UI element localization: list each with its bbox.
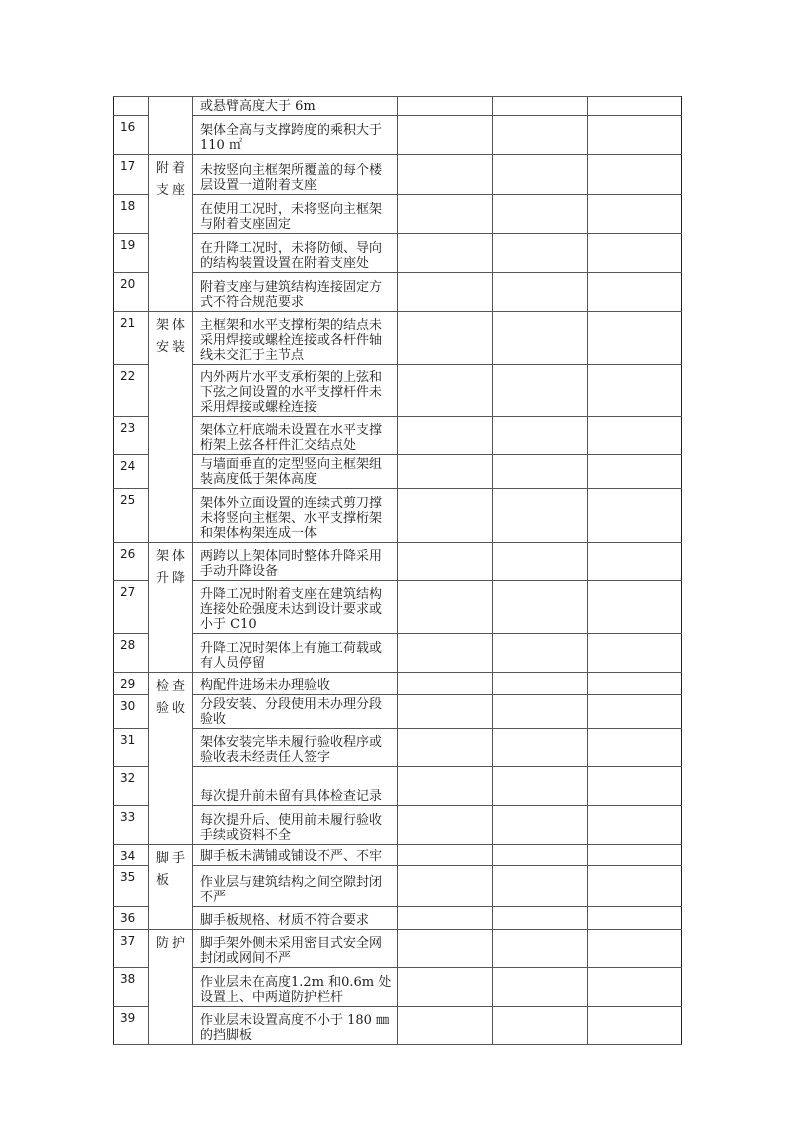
table-row — [114, 866, 682, 907]
score-cell — [493, 907, 588, 930]
deduction-cell — [398, 806, 493, 845]
item-number: 28 — [114, 634, 149, 673]
deduction-cell — [398, 155, 493, 195]
table-row — [114, 907, 682, 930]
table-row — [114, 1007, 682, 1045]
deduction-criteria: 每次提升后、使用前未履行验收手续或资料不全 — [193, 806, 398, 845]
deduction-cell — [398, 543, 493, 581]
deduction-cell — [398, 312, 493, 365]
deduction-criteria: 架体安装完毕未履行验收程序或验收表未经责任人签字 — [193, 729, 398, 767]
table-row — [114, 417, 682, 455]
deduction-cell — [398, 455, 493, 489]
item-number: 32 — [114, 767, 149, 806]
deduction-criteria: 脚手架外侧未采用密目式安全网封闭或网间不严 — [193, 930, 398, 968]
score-cell — [493, 581, 588, 634]
remark-cell — [588, 845, 682, 866]
table-row — [114, 930, 682, 968]
category-cell: 脚手板 — [149, 845, 193, 930]
deduction-criteria: 分段安装、分段使用未办理分段验收 — [193, 695, 398, 729]
item-number: 22 — [114, 365, 149, 417]
remark-cell — [588, 930, 682, 968]
score-cell — [493, 543, 588, 581]
remark-cell — [588, 155, 682, 195]
deduction-cell — [398, 634, 493, 673]
score-cell — [493, 195, 588, 234]
deduction-criteria: 作业层未设置高度不小于 180 ㎜的挡脚板 — [193, 1007, 398, 1045]
deduction-cell — [398, 1007, 493, 1045]
score-cell — [493, 155, 588, 195]
score-cell — [493, 968, 588, 1007]
item-number: 31 — [114, 729, 149, 767]
deduction-cell — [398, 845, 493, 866]
deduction-criteria: 脚手板规格、材质不符合要求 — [193, 907, 398, 930]
deduction-criteria: 与墙面垂直的定型竖向主框架组装高度低于架体高度 — [193, 455, 398, 489]
remark-cell — [588, 234, 682, 273]
score-cell — [493, 312, 588, 365]
item-number: 23 — [114, 417, 149, 455]
deduction-cell — [398, 866, 493, 907]
score-cell — [493, 489, 588, 543]
item-number — [114, 97, 149, 116]
score-cell — [493, 866, 588, 907]
score-cell — [493, 1007, 588, 1045]
deduction-criteria: 每次提升前未留有具体检查记录 — [193, 767, 398, 806]
item-number: 36 — [114, 907, 149, 930]
deduction-criteria: 作业层未在高度1.2m 和0.6m 处设置上、中两道防护栏杆 — [193, 968, 398, 1007]
score-cell — [493, 634, 588, 673]
table-row — [114, 195, 682, 234]
deduction-criteria: 架体立杆底端未设置在水平支撑桁架上弦各杆件汇交结点处 — [193, 417, 398, 455]
deduction-cell — [398, 195, 493, 234]
table-row — [114, 729, 682, 767]
deduction-cell — [398, 729, 493, 767]
score-cell — [493, 930, 588, 968]
deduction-criteria: 作业层与建筑结构之间空隙封闭不严 — [193, 866, 398, 907]
score-cell — [493, 806, 588, 845]
deduction-criteria: 架体外立面设置的连续式剪刀撑未将竖向主框架、水平支撑桁架和架体构架连成一体 — [193, 489, 398, 543]
item-number: 38 — [114, 968, 149, 1007]
table-row — [114, 806, 682, 845]
table-row — [114, 273, 682, 312]
remark-cell — [588, 581, 682, 634]
table-row — [114, 489, 682, 543]
remark-cell — [588, 866, 682, 907]
category-cell: 架体升降 — [149, 543, 193, 673]
item-number: 20 — [114, 273, 149, 312]
remark-cell — [588, 806, 682, 845]
deduction-cell — [398, 581, 493, 634]
remark-cell — [588, 1007, 682, 1045]
deduction-criteria: 主框架和水平支撑桁架的结点未采用焊接或螺栓连接或各杆件轴线未交汇于主节点 — [193, 312, 398, 365]
remark-cell — [588, 97, 682, 116]
table-row — [114, 455, 682, 489]
table-row — [114, 767, 682, 806]
deduction-criteria: 两跨以上架体同时整体升降采用手动升降设备 — [193, 543, 398, 581]
deduction-criteria: 升降工况时架体上有施工荷载或有人员停留 — [193, 634, 398, 673]
item-number: 18 — [114, 195, 149, 234]
score-cell — [493, 234, 588, 273]
remark-cell — [588, 455, 682, 489]
remark-cell — [588, 729, 682, 767]
deduction-cell — [398, 365, 493, 417]
table-row — [114, 695, 682, 729]
remark-cell — [588, 195, 682, 234]
deduction-cell — [398, 930, 493, 968]
item-number: 17 — [114, 155, 149, 195]
deduction-criteria: 未按竖向主框架所覆盖的每个楼层设置一道附着支座 — [193, 155, 398, 195]
item-number: 35 — [114, 866, 149, 907]
table-row — [114, 968, 682, 1007]
item-number: 19 — [114, 234, 149, 273]
table-row — [114, 673, 682, 695]
deduction-criteria: 内外两片水平支承桁架的上弦和下弦之间设置的水平支撑杆件未采用焊接或螺栓连接 — [193, 365, 398, 417]
deduction-cell — [398, 767, 493, 806]
score-cell — [493, 97, 588, 116]
remark-cell — [588, 273, 682, 312]
deduction-criteria: 脚手板未满铺或铺设不严、不牢 — [193, 845, 398, 866]
remark-cell — [588, 543, 682, 581]
deduction-cell — [398, 417, 493, 455]
category-cell: 防护 — [149, 930, 193, 1045]
remark-cell — [588, 489, 682, 543]
deduction-criteria: 或悬臂高度大于 6m — [193, 97, 398, 116]
score-cell — [493, 417, 588, 455]
table-row — [114, 116, 682, 155]
category-cell — [149, 97, 193, 155]
remark-cell — [588, 695, 682, 729]
remark-cell — [588, 634, 682, 673]
item-number: 27 — [114, 581, 149, 634]
deduction-cell — [398, 273, 493, 312]
remark-cell — [588, 673, 682, 695]
deduction-criteria: 升降工况时附着支座在建筑结构连接处砼强度未达到设计要求或小于 C10 — [193, 581, 398, 634]
deduction-cell — [398, 907, 493, 930]
remark-cell — [588, 417, 682, 455]
score-cell — [493, 273, 588, 312]
remark-cell — [588, 907, 682, 930]
item-number: 25 — [114, 489, 149, 543]
category-cell: 附着支座 — [149, 155, 193, 312]
table-row — [114, 581, 682, 634]
deduction-cell — [398, 116, 493, 155]
item-number: 34 — [114, 845, 149, 866]
remark-cell — [588, 767, 682, 806]
remark-cell — [588, 116, 682, 155]
table-row — [114, 634, 682, 673]
category-cell: 检查验收 — [149, 673, 193, 845]
deduction-cell — [398, 97, 493, 116]
item-number: 37 — [114, 930, 149, 968]
table-row — [114, 97, 682, 116]
score-cell — [493, 767, 588, 806]
item-number: 39 — [114, 1007, 149, 1045]
table-row — [114, 312, 682, 365]
score-cell — [493, 673, 588, 695]
item-number: 26 — [114, 543, 149, 581]
deduction-cell — [398, 489, 493, 543]
score-cell — [493, 365, 588, 417]
score-cell — [493, 729, 588, 767]
item-number: 29 — [114, 673, 149, 695]
inspection-checklist-table — [113, 96, 682, 1045]
deduction-cell — [398, 673, 493, 695]
deduction-cell — [398, 968, 493, 1007]
deduction-criteria: 在使用工况时，未将竖向主框架与附着支座固定 — [193, 195, 398, 234]
deduction-criteria: 在升降工况时，未将防倾、导向的结构装置设置在附着支座处 — [193, 234, 398, 273]
score-cell — [493, 845, 588, 866]
deduction-cell — [398, 234, 493, 273]
remark-cell — [588, 365, 682, 417]
category-cell: 架体安装 — [149, 312, 193, 543]
item-number: 16 — [114, 116, 149, 155]
item-number: 24 — [114, 455, 149, 489]
deduction-cell — [398, 695, 493, 729]
score-cell — [493, 116, 588, 155]
deduction-criteria: 构配件进场未办理验收 — [193, 673, 398, 695]
table-row — [114, 543, 682, 581]
item-number: 30 — [114, 695, 149, 729]
table-row — [114, 365, 682, 417]
remark-cell — [588, 312, 682, 365]
deduction-criteria: 架体全高与支撑跨度的乘积大于 110 ㎡ — [193, 116, 398, 155]
table-row — [114, 155, 682, 195]
table-row — [114, 845, 682, 866]
remark-cell — [588, 968, 682, 1007]
deduction-criteria: 附着支座与建筑结构连接固定方式不符合规范要求 — [193, 273, 398, 312]
item-number: 33 — [114, 806, 149, 845]
score-cell — [493, 695, 588, 729]
score-cell — [493, 455, 588, 489]
table-row — [114, 234, 682, 273]
item-number: 21 — [114, 312, 149, 365]
